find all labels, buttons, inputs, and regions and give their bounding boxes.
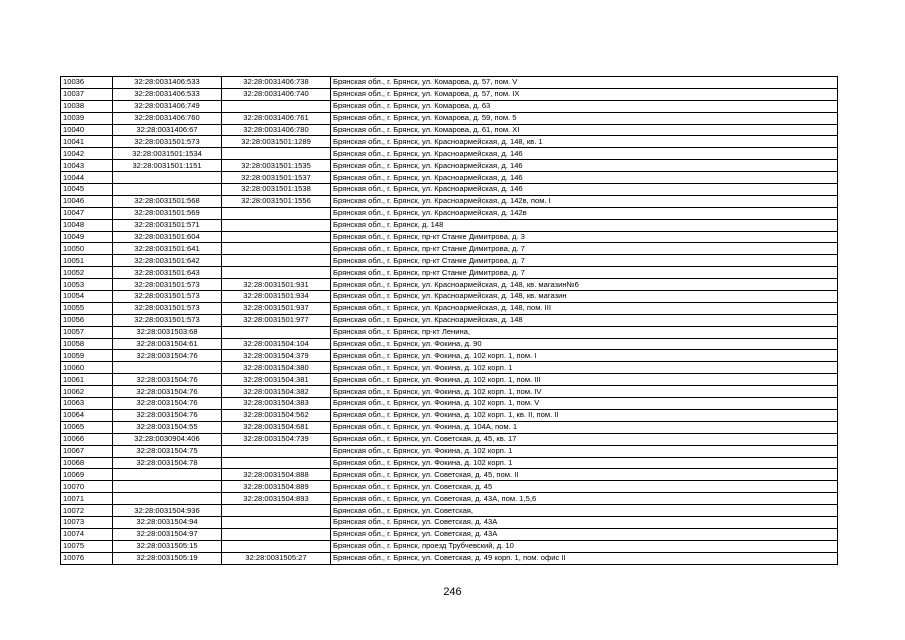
address-cell: Брянская обл., г. Брянск, ул. Фокина, д. 102 корп. 1: [331, 457, 838, 469]
cadastral-number-cell: 32:28:0031501:642: [113, 255, 222, 267]
row-number-cell: 10044: [61, 172, 113, 184]
table-row: [61, 124, 838, 136]
table-row: [61, 362, 838, 374]
row-number-cell: 10075: [61, 540, 113, 552]
cadastral-object-cell: [222, 267, 331, 279]
cadastral-object-cell: 32:28:0031501:1537: [222, 172, 331, 184]
address-cell: Брянская обл., г. Брянск, ул. Комарова, д. 57, пом. V: [331, 77, 838, 89]
table-row: [61, 172, 838, 184]
row-number-cell: 10048: [61, 219, 113, 231]
address-cell: Брянская обл., г. Брянск, ул. Красноармейская, д. 146: [331, 148, 838, 160]
table-row: [61, 457, 838, 469]
table-row: [61, 398, 838, 410]
address-cell: Брянская обл., г. Брянск, ул. Красноармейская, д. 142в, пом. I: [331, 195, 838, 207]
table-row: [61, 136, 838, 148]
row-number-cell: 10061: [61, 374, 113, 386]
address-cell: Брянская обл., г. Брянск, ул. Советская, д. 43А: [331, 516, 838, 528]
page-number: 246: [443, 586, 462, 598]
address-cell: Брянская обл., г. Брянск, ул. Советская, д. 43А: [331, 528, 838, 540]
table-row: [61, 88, 838, 100]
cadastral-number-cell: 32:28:0031504:55: [113, 421, 222, 433]
cadastral-number-cell: 32:28:0031406:67: [113, 124, 222, 136]
cadastral-number-cell: 32:28:0031406:749: [113, 100, 222, 112]
row-number-cell: 10041: [61, 136, 113, 148]
row-number-cell: 10045: [61, 184, 113, 196]
row-number-cell: 10058: [61, 338, 113, 350]
table-row: [61, 433, 838, 445]
row-number-cell: 10052: [61, 267, 113, 279]
cadastral-number-cell: [113, 184, 222, 196]
address-cell: Брянская обл., г. Брянск, ул. Советская, д. 45: [331, 481, 838, 493]
row-number-cell: 10073: [61, 516, 113, 528]
address-cell: Брянская обл., г. Брянск, пр-кт Станке Димитрова, д. 7: [331, 243, 838, 255]
address-cell: Брянская обл., г. Брянск, ул. Комарова, д. 63: [331, 100, 838, 112]
address-cell: Брянская обл., г. Брянск, ул. Красноармейская, д. 146: [331, 184, 838, 196]
row-number-cell: 10039: [61, 112, 113, 124]
cadastral-number-cell: 32:28:0031504:97: [113, 528, 222, 540]
cadastral-number-cell: 32:28:0031503:68: [113, 326, 222, 338]
cadastral-number-cell: 32:28:0031504:78: [113, 457, 222, 469]
address-cell: Брянская обл., г. Брянск, ул. Фокина, д. 102 корп. 1, пом. V: [331, 398, 838, 410]
cadastral-object-cell: 32:28:0031504:382: [222, 386, 331, 398]
cadastral-object-cell: 32:28:0031504:681: [222, 421, 331, 433]
row-number-cell: 10057: [61, 326, 113, 338]
address-cell: Брянская обл., г. Брянск, д. 148: [331, 219, 838, 231]
table-row: [61, 160, 838, 172]
row-number-cell: 10070: [61, 481, 113, 493]
table-row: [61, 326, 838, 338]
cadastral-number-cell: 32:28:0031504:76: [113, 374, 222, 386]
address-cell: Брянская обл., г. Брянск, ул. Советская, д. 45, кв. 17: [331, 433, 838, 445]
address-cell: Брянская обл., г. Брянск, пр-кт Станке Димитрова, д. 7: [331, 255, 838, 267]
address-cell: Брянская обл., г. Брянск, ул. Красноармейская, д. 146: [331, 160, 838, 172]
row-number-cell: 10059: [61, 350, 113, 362]
cadastral-number-cell: 32:28:0031406:760: [113, 112, 222, 124]
address-cell: Брянская обл., г. Брянск, ул. Фокина, д. 102 корп. 1: [331, 362, 838, 374]
cadastral-object-cell: [222, 243, 331, 255]
cadastral-object-cell: 32:28:0031504:380: [222, 362, 331, 374]
cadastral-object-cell: [222, 219, 331, 231]
cadastral-object-cell: 32:28:0031501:1556: [222, 195, 331, 207]
cadastral-object-cell: 32:28:0031501:934: [222, 291, 331, 303]
table-row: [61, 100, 838, 112]
cadastral-number-cell: 32:28:0031501:573: [113, 136, 222, 148]
address-cell: Брянская обл., г. Брянск, ул. Комарова, д. 59, пом. 5: [331, 112, 838, 124]
cadastral-object-cell: 32:28:0031406:738: [222, 77, 331, 89]
row-number-cell: 10043: [61, 160, 113, 172]
row-number-cell: 10060: [61, 362, 113, 374]
row-number-cell: 10062: [61, 386, 113, 398]
address-cell: Брянская обл., г. Брянск, ул. Комарова, д. 57, пом. IX: [331, 88, 838, 100]
cadastral-number-cell: [113, 493, 222, 505]
table-row: [61, 481, 838, 493]
table-row: [61, 469, 838, 481]
table-row: [61, 219, 838, 231]
table-row: [61, 505, 838, 517]
address-cell: Брянская обл., г. Брянск, ул. Советская, д. 49 корп. 1, пом. офис II: [331, 552, 838, 564]
row-number-cell: 10074: [61, 528, 113, 540]
cadastral-number-cell: [113, 362, 222, 374]
table-row: [61, 231, 838, 243]
address-cell: Брянская обл., г. Брянск, пр-кт Ленина,: [331, 326, 838, 338]
address-cell: Брянская обл., г. Брянск, ул. Красноармейская, д. 148, кв. магазин: [331, 291, 838, 303]
cadastral-number-cell: 32:28:0031501:604: [113, 231, 222, 243]
table-row: [61, 279, 838, 291]
cadastral-number-cell: 32:28:0031501:573: [113, 314, 222, 326]
cadastral-object-cell: [222, 516, 331, 528]
cadastral-object-cell: [222, 100, 331, 112]
cadastral-number-cell: 32:28:0031505:19: [113, 552, 222, 564]
row-number-cell: 10050: [61, 243, 113, 255]
row-number-cell: 10076: [61, 552, 113, 564]
property-register-table: [60, 76, 838, 565]
row-number-cell: 10069: [61, 469, 113, 481]
cadastral-number-cell: 32:28:0031504:61: [113, 338, 222, 350]
table-row: [61, 195, 838, 207]
cadastral-number-cell: [113, 481, 222, 493]
row-number-cell: 10056: [61, 314, 113, 326]
cadastral-number-cell: 32:28:0030904:406: [113, 433, 222, 445]
row-number-cell: 10046: [61, 195, 113, 207]
row-number-cell: 10072: [61, 505, 113, 517]
cadastral-number-cell: 32:28:0031406:533: [113, 88, 222, 100]
row-number-cell: 10049: [61, 231, 113, 243]
cadastral-object-cell: 32:28:0031504:893: [222, 493, 331, 505]
cadastral-number-cell: 32:28:0031501:573: [113, 291, 222, 303]
cadastral-number-cell: 32:28:0031501:1151: [113, 160, 222, 172]
address-cell: Брянская обл., г. Брянск, ул. Советская, д. 43А, пом. 1,5,6: [331, 493, 838, 505]
cadastral-number-cell: 32:28:0031501:569: [113, 207, 222, 219]
cadastral-number-cell: [113, 469, 222, 481]
row-number-cell: 10067: [61, 445, 113, 457]
address-cell: Брянская обл., г. Брянск, ул. Красноармейская, д. 146: [331, 172, 838, 184]
register-table-body: [61, 77, 838, 565]
cadastral-number-cell: 32:28:0031501:573: [113, 279, 222, 291]
row-number-cell: 10055: [61, 302, 113, 314]
table-row: [61, 386, 838, 398]
cadastral-number-cell: 32:28:0031501:643: [113, 267, 222, 279]
cadastral-object-cell: 32:28:0031504:381: [222, 374, 331, 386]
address-cell: Брянская обл., г. Брянск, ул. Красноармейская, д. 148, пом. III: [331, 302, 838, 314]
address-cell: Брянская обл., г. Брянск, ул. Фокина, д. 102 корп. 1: [331, 445, 838, 457]
row-number-cell: 10038: [61, 100, 113, 112]
cadastral-number-cell: 32:28:0031505:15: [113, 540, 222, 552]
table-row: [61, 445, 838, 457]
cadastral-object-cell: [222, 326, 331, 338]
cadastral-object-cell: [222, 231, 331, 243]
cadastral-object-cell: 32:28:0031504:889: [222, 481, 331, 493]
cadastral-object-cell: [222, 255, 331, 267]
table-row: [61, 421, 838, 433]
table-row: [61, 291, 838, 303]
row-number-cell: 10040: [61, 124, 113, 136]
cadastral-object-cell: [222, 445, 331, 457]
table-row: [61, 528, 838, 540]
cadastral-object-cell: 32:28:0031504:379: [222, 350, 331, 362]
address-cell: Брянская обл., г. Брянск, ул. Фокина, д. 102 корп. 1, пом. I: [331, 350, 838, 362]
cadastral-object-cell: 32:28:0031504:739: [222, 433, 331, 445]
cadastral-object-cell: [222, 457, 331, 469]
row-number-cell: 10066: [61, 433, 113, 445]
table-row: [61, 267, 838, 279]
cadastral-object-cell: 32:28:0031505:27: [222, 552, 331, 564]
cadastral-object-cell: 32:28:0031501:1535: [222, 160, 331, 172]
cadastral-object-cell: [222, 505, 331, 517]
cadastral-object-cell: 32:28:0031504:888: [222, 469, 331, 481]
table-row: [61, 314, 838, 326]
table-row: [61, 207, 838, 219]
cadastral-number-cell: 32:28:0031501:641: [113, 243, 222, 255]
address-cell: Брянская обл., г. Брянск, ул. Фокина, д. 102 корп. 1, кв. II, пом. II: [331, 409, 838, 421]
table-row: [61, 112, 838, 124]
table-row: [61, 540, 838, 552]
address-cell: Брянская обл., г. Брянск, ул. Фокина, д. 102 корп. 1, пом. III: [331, 374, 838, 386]
row-number-cell: 10053: [61, 279, 113, 291]
address-cell: Брянская обл., г. Брянск, ул. Фокина, д. 102 корп. 1, пом. IV: [331, 386, 838, 398]
address-cell: Брянская обл., г. Брянск, ул. Советская, д. 45, пом. II: [331, 469, 838, 481]
table-row: [61, 148, 838, 160]
address-cell: Брянская обл., г. Брянск, ул. Советская,: [331, 505, 838, 517]
address-cell: Брянская обл., г. Брянск, ул. Красноармейская, д. 142в: [331, 207, 838, 219]
cadastral-object-cell: 32:28:0031406:740: [222, 88, 331, 100]
table-row: [61, 184, 838, 196]
table-row: [61, 338, 838, 350]
cadastral-number-cell: 32:28:0031501:573: [113, 302, 222, 314]
cadastral-object-cell: 32:28:0031406:761: [222, 112, 331, 124]
row-number-cell: 10064: [61, 409, 113, 421]
cadastral-object-cell: [222, 148, 331, 160]
table-row: [61, 243, 838, 255]
cadastral-number-cell: 32:28:0031501:1534: [113, 148, 222, 160]
cadastral-object-cell: 32:28:0031501:937: [222, 302, 331, 314]
cadastral-number-cell: 32:28:0031504:75: [113, 445, 222, 457]
table-row: [61, 350, 838, 362]
cadastral-object-cell: [222, 540, 331, 552]
address-cell: Брянская обл., г. Брянск, ул. Комарова, д. 61, пом. XI: [331, 124, 838, 136]
cadastral-number-cell: 32:28:0031504:76: [113, 386, 222, 398]
cadastral-object-cell: 32:28:0031406:780: [222, 124, 331, 136]
address-cell: Брянская обл., г. Брянск, ул. Красноармейская, д. 148, кв. 1: [331, 136, 838, 148]
table-row: [61, 255, 838, 267]
cadastral-object-cell: 32:28:0031504:383: [222, 398, 331, 410]
cadastral-object-cell: [222, 528, 331, 540]
address-cell: Брянская обл., г. Брянск, ул. Фокина, д. 104А, пом. 1: [331, 421, 838, 433]
table-row: [61, 409, 838, 421]
row-number-cell: 10068: [61, 457, 113, 469]
cadastral-number-cell: 32:28:0031501:568: [113, 195, 222, 207]
row-number-cell: 10037: [61, 88, 113, 100]
row-number-cell: 10047: [61, 207, 113, 219]
address-cell: Брянская обл., г. Брянск, ул. Красноармейская, д. 148, кв. магазин№6: [331, 279, 838, 291]
table-row: [61, 374, 838, 386]
table-row: [61, 493, 838, 505]
cadastral-object-cell: 32:28:0031501:1538: [222, 184, 331, 196]
cadastral-number-cell: 32:28:0031504:76: [113, 409, 222, 421]
cadastral-object-cell: 32:28:0031501:931: [222, 279, 331, 291]
cadastral-number-cell: 32:28:0031504:76: [113, 350, 222, 362]
row-number-cell: 10063: [61, 398, 113, 410]
cadastral-number-cell: 32:28:0031501:571: [113, 219, 222, 231]
cadastral-object-cell: [222, 207, 331, 219]
cadastral-object-cell: 32:28:0031504:562: [222, 409, 331, 421]
cadastral-number-cell: 32:28:0031504:94: [113, 516, 222, 528]
row-number-cell: 10036: [61, 77, 113, 89]
row-number-cell: 10051: [61, 255, 113, 267]
address-cell: Брянская обл., г. Брянск, пр-кт Станке Димитрова, д. 3: [331, 231, 838, 243]
cadastral-number-cell: 32:28:0031406:533: [113, 77, 222, 89]
table-row: [61, 552, 838, 564]
table-row: [61, 516, 838, 528]
row-number-cell: 10071: [61, 493, 113, 505]
table-row: [61, 302, 838, 314]
cadastral-object-cell: 32:28:0031501:1289: [222, 136, 331, 148]
cadastral-object-cell: 32:28:0031504:104: [222, 338, 331, 350]
row-number-cell: 10042: [61, 148, 113, 160]
address-cell: Брянская обл., г. Брянск, проезд Трубчевский, д. 10: [331, 540, 838, 552]
row-number-cell: 10054: [61, 291, 113, 303]
cadastral-number-cell: 32:28:0031504:936: [113, 505, 222, 517]
address-cell: Брянская обл., г. Брянск, ул. Фокина, д. 90: [331, 338, 838, 350]
address-cell: Брянская обл., г. Брянск, пр-кт Станке Димитрова, д. 7: [331, 267, 838, 279]
cadastral-number-cell: 32:28:0031504:76: [113, 398, 222, 410]
address-cell: Брянская обл., г. Брянск, ул. Красноармейская, д. 148: [331, 314, 838, 326]
cadastral-object-cell: 32:28:0031501:977: [222, 314, 331, 326]
cadastral-number-cell: [113, 172, 222, 184]
row-number-cell: 10065: [61, 421, 113, 433]
table-row: [61, 77, 838, 89]
